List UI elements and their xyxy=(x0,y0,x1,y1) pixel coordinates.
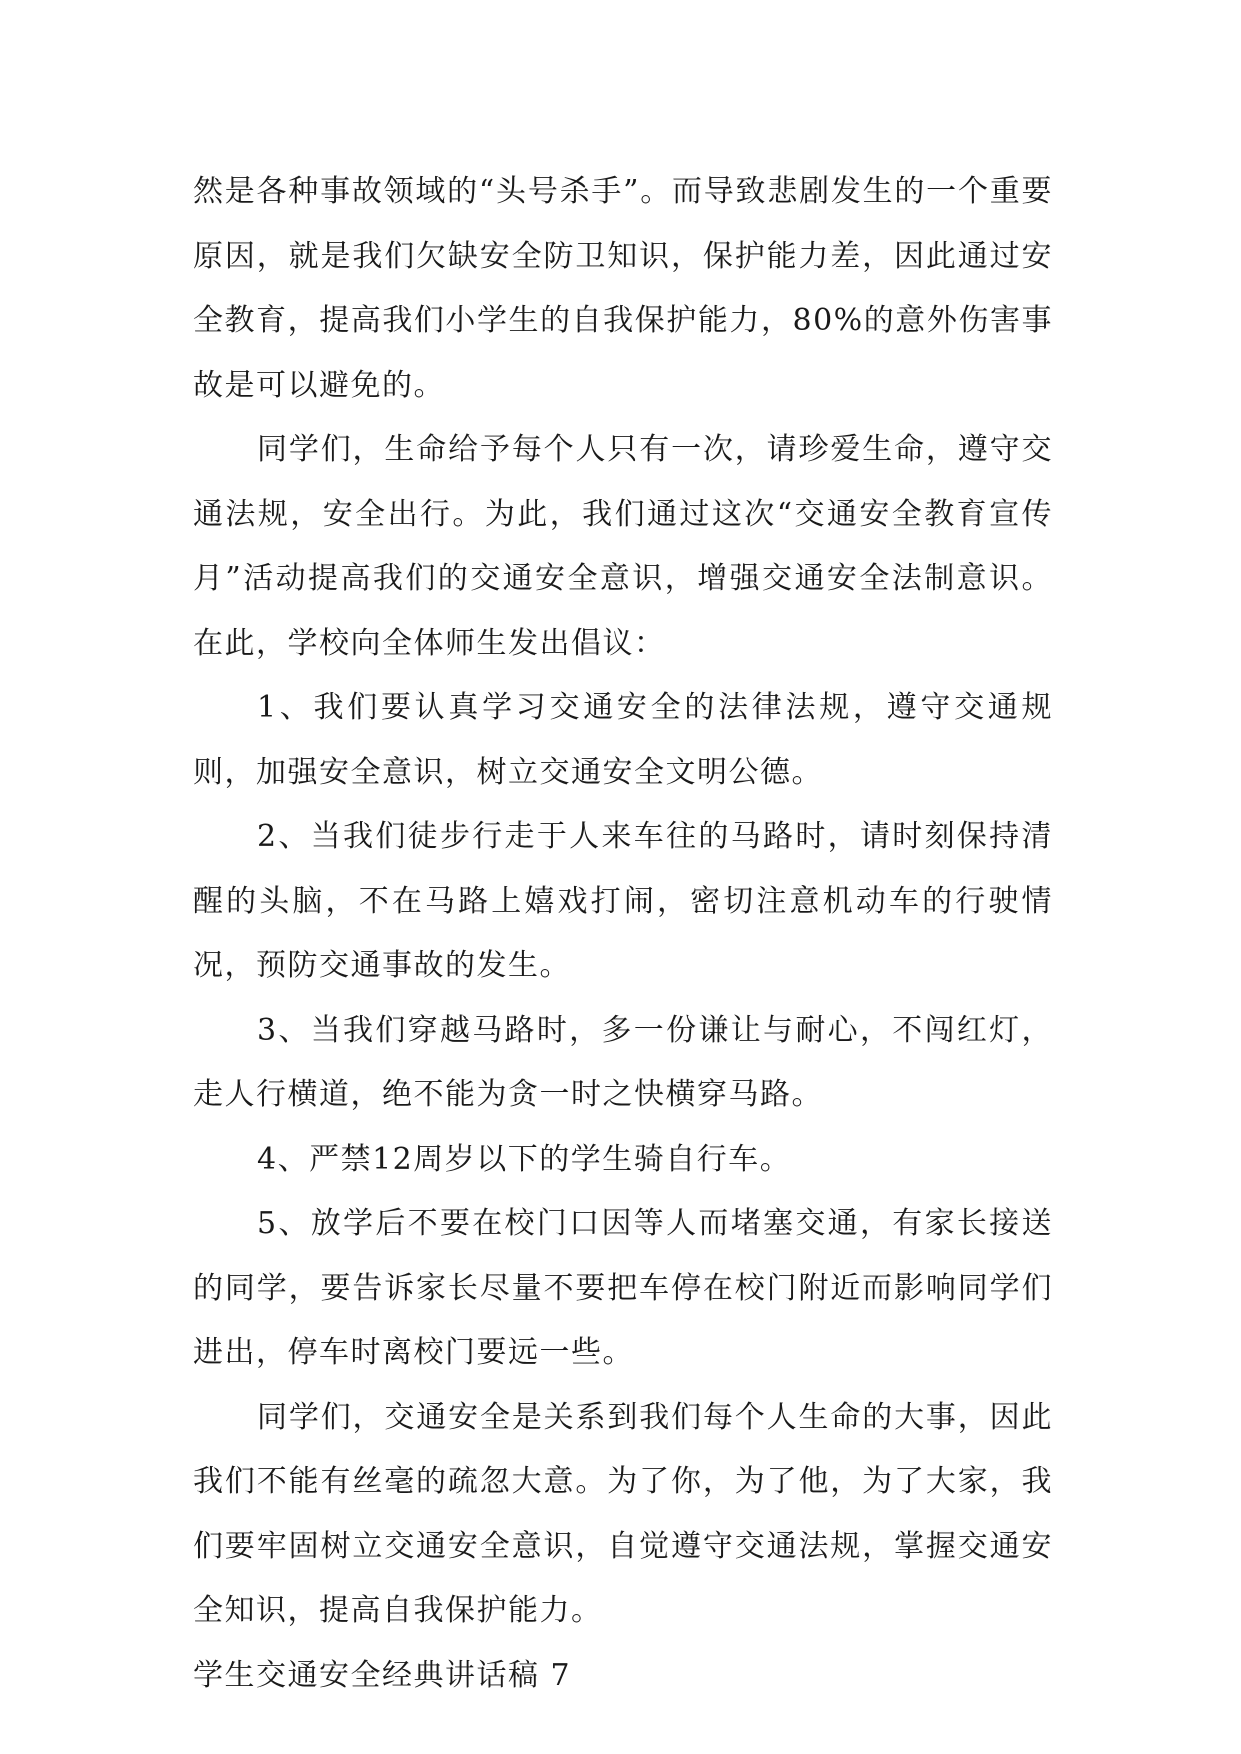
paragraph-item-3: 3、当我们穿越马路时，多一份谦让与耐心，不闯红灯，走人行横道，绝不能为贪一时之快横穿马路。 xyxy=(193,1012,1053,1112)
paragraph-item-2: 2、当我们徒步行走于人来车往的马路时，请时刻保持清醒的头脑，不在马路上嬉戏打闹，密切注意机动车的行驶情况，预防交通事故的发生。 xyxy=(193,819,1053,983)
paragraph-item-4: 4、严禁12周岁以下的学生骑自行车。 xyxy=(257,1141,792,1177)
paragraph-continuation: 然是各种事故领域的“头号杀手”。而导致悲剧发生的一个重要原因，就是我们欠缺安全防卫知识，保护能力差，因此通过安全教育，提高我们小学生的自我保护能力，80%的意外伤害事故是可以避免的。 xyxy=(193,174,1053,403)
paragraph-closing: 同学们，交通安全是关系到我们每个人生命的大事，因此我们不能有丝毫的疏忽大意。为了你，为了他，为了大家，我们要牢固树立交通安全意识，自觉遵守交通法规，掌握交通安全知识，提高自我保护能力。 xyxy=(193,1399,1053,1628)
paragraph-item-5: 5、放学后不要在校门口因等人而堵塞交通，有家长接送的同学，要告诉家长尽量不要把车停在校门附近而影响同学们进出，停车时离校门要远一些。 xyxy=(193,1206,1053,1370)
paragraph-item-1: 1、我们要认真学习交通安全的法律法规，遵守交通规则，加强安全意识，树立交通安全文明公德。 xyxy=(193,690,1053,790)
document-body xyxy=(193,160,1053,1708)
paragraph-intro: 同学们，生命给予每个人只有一次，请珍爱生命，遵守交通法规，安全出行。为此，我们通过这次“交通安全教育宣传月”活动提高我们的交通安全意识，增强交通安全法制意识。在此，学校向全体师生发出倡议： xyxy=(193,432,1053,661)
section-heading: 学生交通安全经典讲话稿 7 xyxy=(193,1657,572,1693)
